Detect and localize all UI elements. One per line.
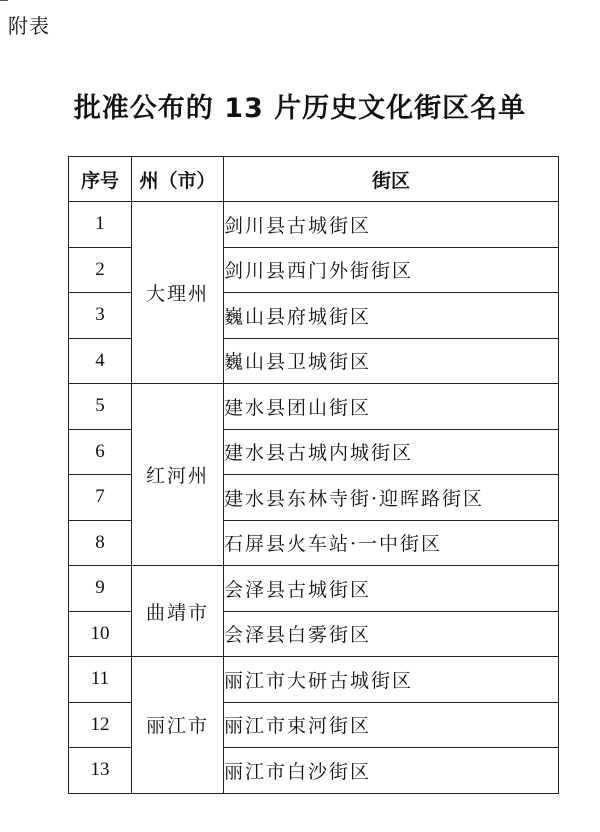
district-name: 剑川县古城街区 bbox=[224, 202, 559, 248]
row-number: 2 bbox=[69, 247, 132, 293]
row-number: 4 bbox=[69, 338, 132, 384]
district-name: 丽江市白沙街区 bbox=[224, 748, 559, 794]
district-name: 建水县古城内城街区 bbox=[224, 429, 559, 475]
table-body bbox=[69, 202, 559, 794]
row-number: 1 bbox=[69, 202, 132, 248]
row-number: 10 bbox=[69, 611, 132, 657]
header-number: 序号 bbox=[69, 157, 132, 202]
prefecture-cell: 曲靖市 bbox=[132, 566, 224, 657]
district-name: 会泽县白雾街区 bbox=[224, 611, 559, 657]
table-row bbox=[69, 566, 559, 612]
district-name: 建水县东林寺街·迎晖路街区 bbox=[224, 475, 559, 521]
header-district: 街区 bbox=[224, 157, 559, 202]
district-table bbox=[68, 156, 559, 794]
row-number: 13 bbox=[69, 748, 132, 794]
district-name: 丽江市束河街区 bbox=[224, 702, 559, 748]
row-number: 3 bbox=[69, 293, 132, 339]
row-number: 11 bbox=[69, 657, 132, 703]
district-name: 丽江市大研古城街区 bbox=[224, 657, 559, 703]
attachment-label: 附表 bbox=[8, 14, 50, 38]
district-name: 建水县团山街区 bbox=[224, 384, 559, 430]
row-number: 7 bbox=[69, 475, 132, 521]
row-number: 12 bbox=[69, 702, 132, 748]
page-title: 批准公布的 13 片历史文化街区名单 bbox=[73, 93, 527, 124]
table-row bbox=[69, 384, 559, 430]
prefecture-cell: 红河州 bbox=[132, 384, 224, 566]
district-name: 巍山县卫城街区 bbox=[224, 338, 559, 384]
corner-mark bbox=[0, 0, 8, 1]
prefecture-cell: 丽江市 bbox=[132, 657, 224, 794]
prefecture-cell: 大理州 bbox=[132, 202, 224, 384]
district-name: 会泽县古城街区 bbox=[224, 566, 559, 612]
header-prefecture: 州（市） bbox=[132, 157, 224, 202]
row-number: 9 bbox=[69, 566, 132, 612]
table-header-row bbox=[69, 157, 559, 202]
district-name: 石屏县火车站·一中街区 bbox=[224, 520, 559, 566]
table-row bbox=[69, 657, 559, 703]
table-row bbox=[69, 202, 559, 248]
district-name: 巍山县府城街区 bbox=[224, 293, 559, 339]
district-name: 剑川县西门外街街区 bbox=[224, 247, 559, 293]
row-number: 5 bbox=[69, 384, 132, 430]
row-number: 8 bbox=[69, 520, 132, 566]
row-number: 6 bbox=[69, 429, 132, 475]
